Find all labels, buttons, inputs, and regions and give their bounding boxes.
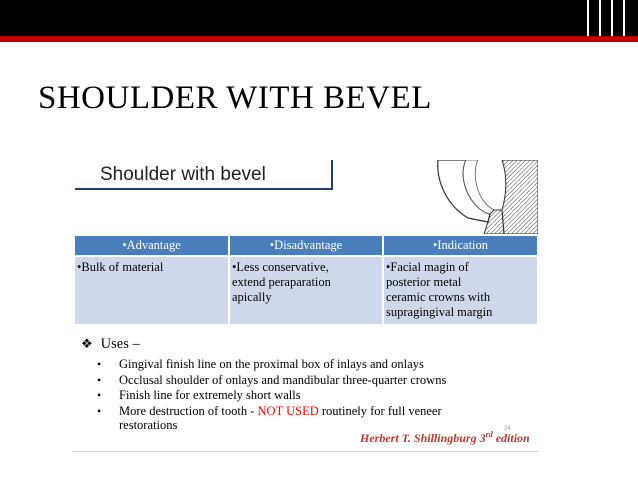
diamond-bullet-icon: ❖ [81, 336, 93, 351]
cell-line: •Facial magin of [386, 260, 469, 274]
slide-title: SHOULDER WITH BEVEL [38, 80, 432, 116]
top-bar [0, 0, 638, 36]
top-bar-divider [611, 0, 613, 36]
uses-heading-text: Uses – [100, 335, 140, 352]
comparison-table [75, 236, 537, 324]
uses-heading [81, 333, 536, 355]
top-bar-divider [587, 0, 589, 36]
citation-superscript: rd [485, 430, 493, 439]
table-header-row [75, 236, 537, 256]
table-header-advantage: •Advantage [75, 236, 229, 256]
top-bar-divider [599, 0, 601, 36]
list-item [81, 357, 536, 372]
cell-line: apically [232, 290, 272, 304]
cell-line: extend peraparation [232, 275, 331, 289]
cell-line: •Less conservative, [232, 260, 329, 274]
table-row [75, 256, 537, 324]
bullet-icon: • [97, 357, 102, 371]
advantage-cell [75, 256, 229, 324]
bullet-icon: • [97, 403, 102, 418]
list-item [81, 373, 536, 388]
top-bar-divider [623, 0, 625, 36]
indication-cell [383, 256, 537, 324]
list-item-text: Occlusal shoulder of onlays and mandibular three-quarter crowns [119, 372, 447, 387]
list-item [81, 388, 536, 403]
figure-heading: Shoulder with bevel [75, 160, 333, 190]
uses-section [81, 333, 536, 434]
uses-list [81, 357, 536, 433]
not-used-highlight: NOT USED [257, 403, 319, 418]
bullet-icon: • [97, 372, 102, 387]
citation-author: Herbert T. Shillingburg 3 [360, 431, 486, 445]
figure-bottom-rule [72, 451, 538, 452]
cell-line: posterior metal [386, 275, 462, 289]
figure-image [72, 158, 538, 454]
page-number: 24 [504, 426, 511, 432]
table-header-indication: •Indication [383, 236, 537, 256]
list-item-text: Gingival finish line on the proximal box of inlays and onlays [119, 357, 424, 371]
bullet-icon: • [97, 388, 102, 402]
cell-line: ceramic crowns with [386, 290, 491, 304]
list-item-text: restorations [119, 418, 178, 432]
list-item [81, 404, 536, 433]
cell-line: supragingival margin [386, 305, 493, 319]
citation [360, 430, 530, 446]
disadvantage-cell [229, 256, 383, 324]
list-item-text: Finish line for extremely short walls [119, 388, 301, 402]
list-item-text: routinely for full veneer [318, 403, 442, 418]
list-item-text: More destruction of tooth - [119, 403, 258, 418]
citation-edition: edition [492, 431, 530, 445]
accent-bar [0, 36, 638, 42]
cell-line: •Bulk of material [77, 260, 164, 274]
tooth-preparation-illustration [428, 160, 538, 234]
table-header-disadvantage: •Disadvantage [229, 236, 383, 256]
